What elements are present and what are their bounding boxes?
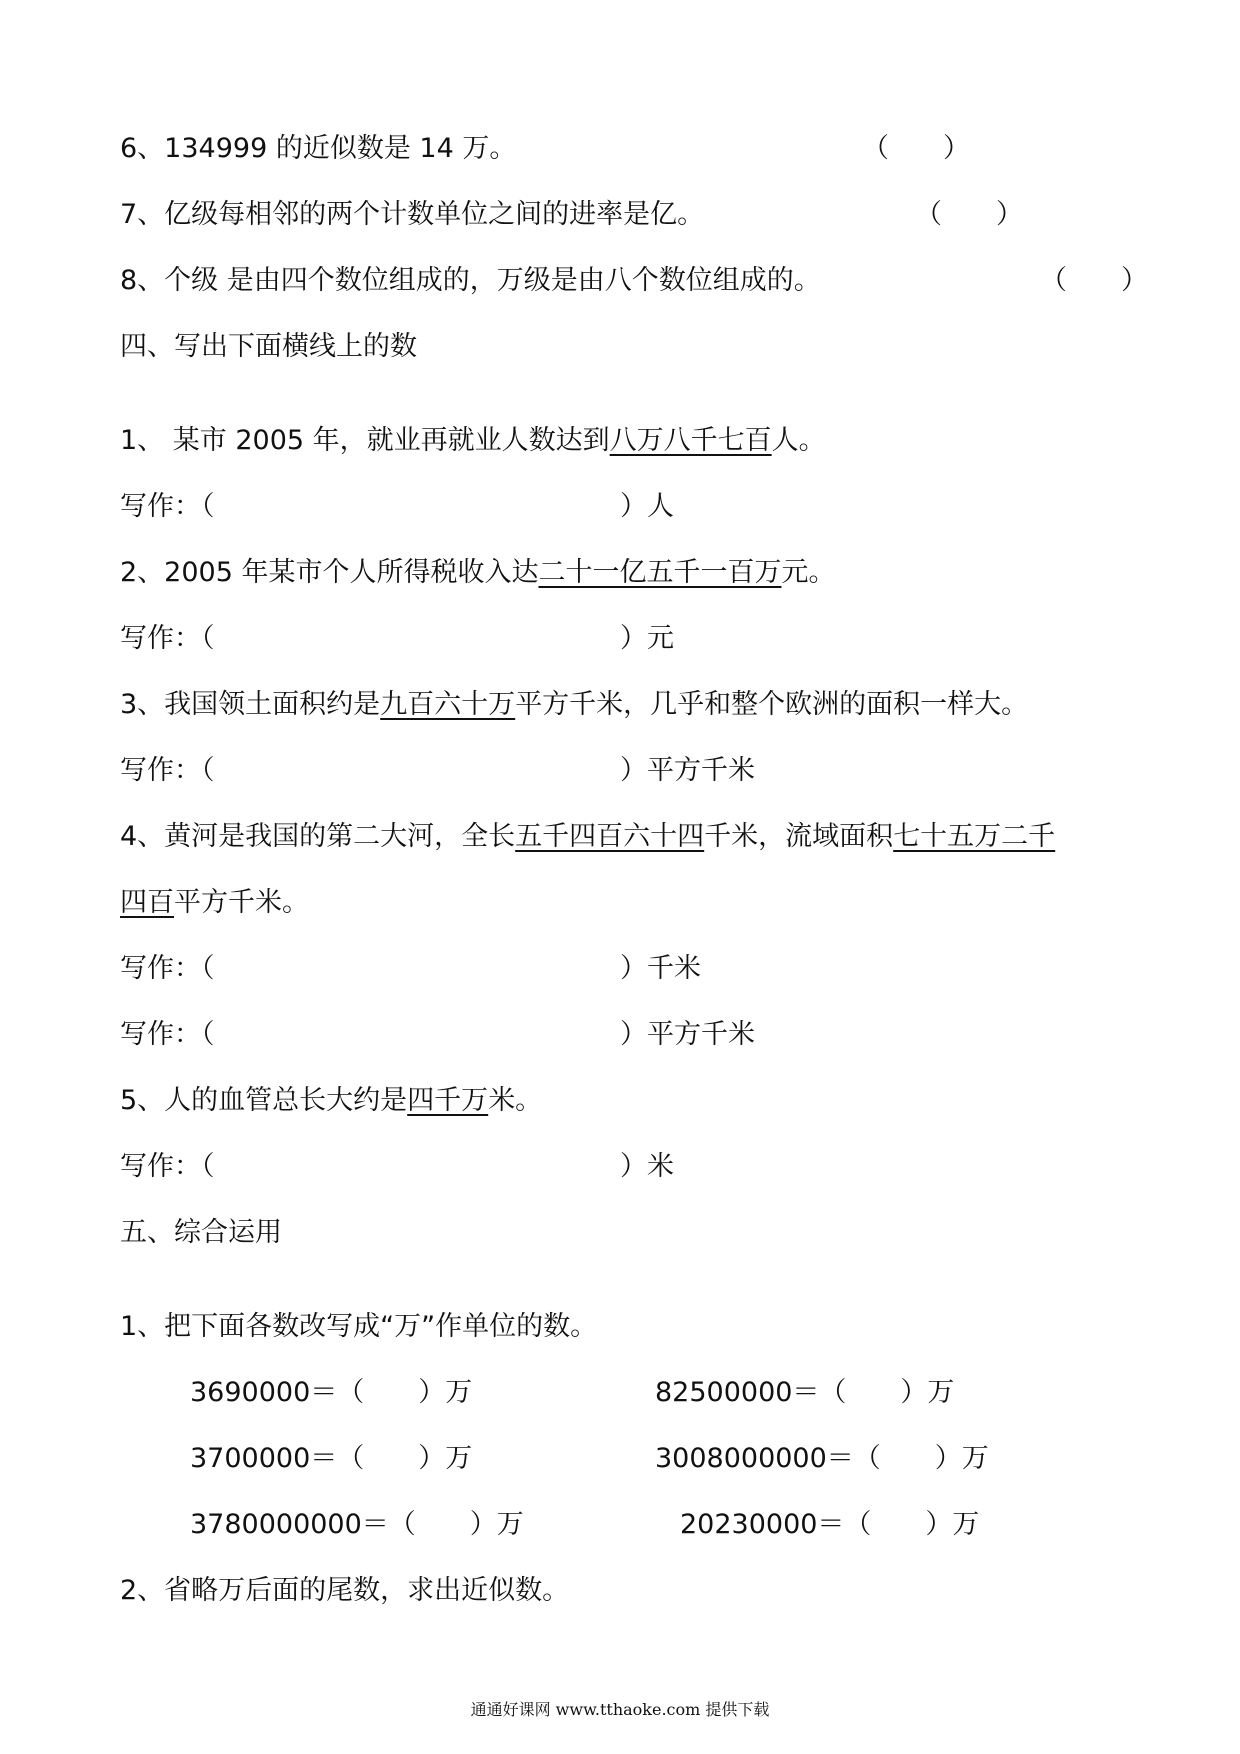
judge-item-8: 8、个级 是由四个数位组成的，万级是由八个数位组成的。 [120, 265, 821, 296]
write-label-5: 写作：（ [120, 1151, 215, 1182]
conversion-item: 82500000＝（ ）万 [655, 1377, 955, 1408]
judge-item-6: 6、134999 的近似数是 14 万。 [120, 133, 517, 164]
write-close-4b: ）平方千米 [620, 1019, 755, 1050]
section-title-4: 四、写出下面横线上的数 [120, 331, 417, 362]
write-label-3: 写作：（ [120, 755, 215, 786]
question-4-4 [120, 820, 1055, 854]
write-close-3: ）平方千米 [620, 755, 755, 786]
underlined-number: 四千万 [407, 1085, 489, 1116]
underlined-number: 九百六十万 [380, 689, 516, 720]
conversion-item: 3780000000＝（ ）万 [190, 1509, 524, 1540]
question-4-4-continued [120, 886, 309, 920]
underlined-number: 二十一亿五千一百万 [538, 557, 782, 588]
question-5-1: 1、把下面各数改写成“万”作单位的数。 [120, 1311, 598, 1342]
write-close-5: ）米 [620, 1151, 674, 1182]
answer-paren-6: （ ） [862, 133, 970, 164]
underlined-number: 五千四百六十四 [515, 821, 705, 852]
answer-paren-7: （ ） [915, 199, 1023, 230]
question-text: 平方千米。 [174, 887, 309, 918]
conversion-item: 3700000＝（ ）万 [190, 1443, 473, 1474]
write-label-1: 写作：（ [120, 491, 215, 522]
write-close-4a: ）千米 [620, 953, 701, 984]
underlined-number: 四百 [120, 887, 174, 918]
question-text: 千米，流域面积 [704, 821, 894, 852]
question-text: 1、 某市 2005 年，就业再就业人数达到 [120, 425, 610, 456]
section-title-5: 五、综合运用 [120, 1217, 282, 1248]
write-close-2: ）元 [620, 623, 674, 654]
question-4-1 [120, 424, 826, 458]
conversion-item: 20230000＝（ ）万 [680, 1509, 980, 1540]
question-text: 平方千米，几乎和整个欧洲的面积一样大。 [515, 689, 1029, 720]
question-text: 米。 [488, 1085, 543, 1116]
question-4-2 [120, 556, 835, 590]
write-label-4a: 写作：（ [120, 953, 215, 984]
write-label-2: 写作：（ [120, 623, 215, 654]
judge-item-7: 7、亿级每相邻的两个计数单位之间的进率是亿。 [120, 199, 705, 230]
question-text: 2、2005 年某市个人所得税收入达 [120, 557, 539, 588]
underlined-number: 八万八千七百 [609, 425, 772, 456]
write-close-1: ）人 [620, 491, 674, 522]
write-label-4b: 写作：（ [120, 1019, 215, 1050]
question-text: 5、人的血管总长大约是 [120, 1085, 408, 1116]
question-text: 4、黄河是我国的第二大河，全长 [120, 821, 516, 852]
question-text: 人。 [771, 425, 826, 456]
answer-paren-8: （ ） [1040, 265, 1148, 296]
question-4-3 [120, 688, 1028, 722]
underlined-number: 七十五万二千 [893, 821, 1056, 852]
question-text: 3、我国领土面积约是 [120, 689, 381, 720]
question-text: 元。 [781, 557, 836, 588]
question-4-5 [120, 1084, 542, 1118]
question-5-2: 2、省略万后面的尾数，求出近似数。 [120, 1575, 570, 1606]
conversion-item: 3690000＝（ ）万 [190, 1377, 473, 1408]
conversion-item: 3008000000＝（ ）万 [655, 1443, 989, 1474]
footer-credit: 通通好课网 www.tthaoke.com 提供下载 [470, 1700, 770, 1719]
